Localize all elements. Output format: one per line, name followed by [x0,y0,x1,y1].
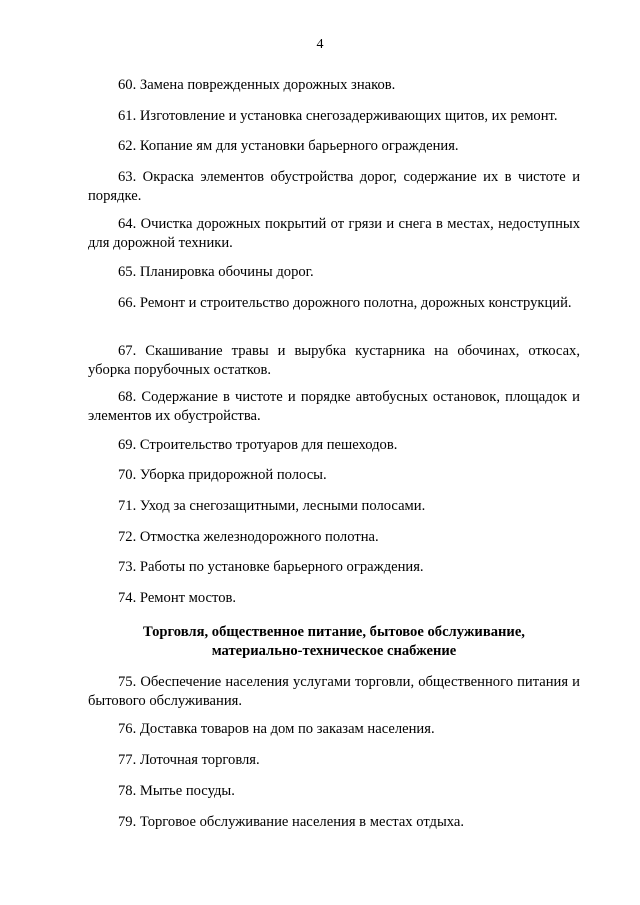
list-item: 78. Мытье посуды. [118,783,235,799]
list-item: 74. Ремонт мостов. [118,590,237,606]
list-item: 73. Работы по установке барьерного ограждения. [118,559,424,575]
list-item: 61. Изготовление и установка снегозадерживающих щитов, их ремонт. [118,108,558,124]
section-heading-line: Торговля, общественное питание, бытовое обслуживание, [143,624,525,640]
list-item: 69. Строительство тротуаров для пешеходов. [118,437,398,453]
list-item: 63. Окраска элементов обустройства дорог, содержание их в чистоте и порядке. [88,169,580,204]
list-item: 70. Уборка придорожной полосы. [118,467,327,483]
section-heading-line: материально-техническое снабжение [211,643,457,659]
list-item: 67. Скашивание травы и вырубка кустарника на обочинах, откосах, уборка порубочных остатков. [88,343,580,378]
list-item: 77. Лоточная торговля. [118,752,260,768]
section-heading [88,623,580,661]
list-item: 64. Очистка дорожных покрытий от грязи и снега в местах, недоступных для дорожной техники. [88,216,580,251]
list-item: 68. Содержание в чистоте и порядке автобусных остановок, площадок и элементов их обустройства. [88,389,580,424]
list-item: 72. Отмостка железнодорожного полотна. [118,529,379,545]
list-item: 65. Планировка обочины дорог. [118,264,314,280]
page-number: 4 [316,37,324,52]
list-item: 62. Копание ям для установки барьерного ограждения. [118,138,459,154]
list-item: 71. Уход за снегозащитными, лесными полосами. [118,498,426,514]
list-item: 66. Ремонт и строительство дорожного полотна, дорожных конструкций. [118,295,572,311]
list-item: 60. Замена поврежденных дорожных знаков. [118,77,396,93]
list-item: 76. Доставка товаров на дом по заказам населения. [118,721,435,737]
list-item: 79. Торговое обслуживание населения в местах отдыха. [118,814,464,830]
list-item: 75. Обеспечение населения услугами торговли, общественного питания и бытового обслуживания. [88,674,580,709]
